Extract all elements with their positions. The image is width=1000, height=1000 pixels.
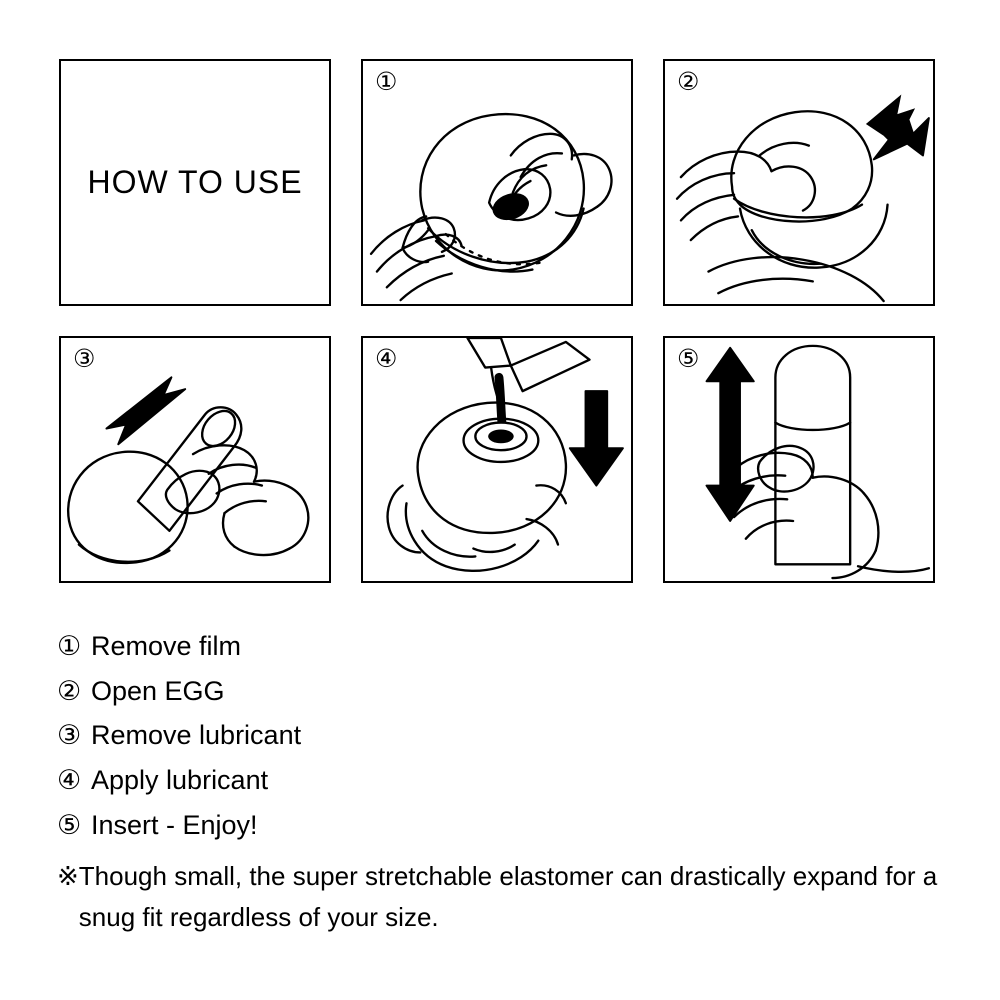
panel-number-3: ③ [73, 344, 96, 373]
legend-item [57, 677, 947, 707]
illustration-remove-film [363, 61, 631, 304]
legend-label: Insert - Enjoy! [91, 809, 258, 840]
title-panel [59, 59, 331, 306]
legend-number: ② [57, 675, 82, 707]
legend-number: ⑤ [57, 809, 82, 841]
footnote [57, 856, 947, 937]
legend-item [57, 721, 947, 751]
panel-apply-lubricant [361, 336, 633, 583]
illustration-remove-lubricant [61, 338, 329, 581]
illustration-apply-lubricant [363, 338, 631, 581]
panel-number-2: ② [677, 67, 700, 96]
legend-label: Remove film [91, 631, 242, 661]
panel-remove-film [361, 59, 633, 306]
panel-insert-enjoy [663, 336, 935, 583]
footnote-mark: ※ [57, 862, 79, 893]
panel-open-egg [663, 59, 935, 306]
page-title: HOW TO USE [87, 164, 303, 200]
illustration-open-egg [665, 61, 933, 304]
legend-item [57, 811, 947, 841]
footnote-text: Though small, the super stretchable elastomer can drastically expand for a snug fit regardless of your size. [78, 861, 938, 932]
legend-label: Remove lubricant [91, 720, 302, 751]
panel-number-5: ⑤ [677, 344, 700, 373]
legend-label: Open EGG [91, 675, 225, 706]
legend-list [57, 632, 947, 937]
legend-number: ③ [57, 720, 82, 752]
panel-number-4: ④ [375, 344, 398, 373]
legend-number: ① [57, 631, 82, 662]
legend-number: ④ [57, 765, 82, 797]
illustration-insert-enjoy [665, 338, 933, 581]
panel-remove-lubricant [59, 336, 331, 583]
legend-item [57, 632, 947, 662]
panel-grid [59, 59, 941, 583]
legend-item [57, 766, 947, 796]
legend-label: Apply lubricant [91, 765, 269, 796]
panel-number-1: ① [375, 67, 398, 96]
